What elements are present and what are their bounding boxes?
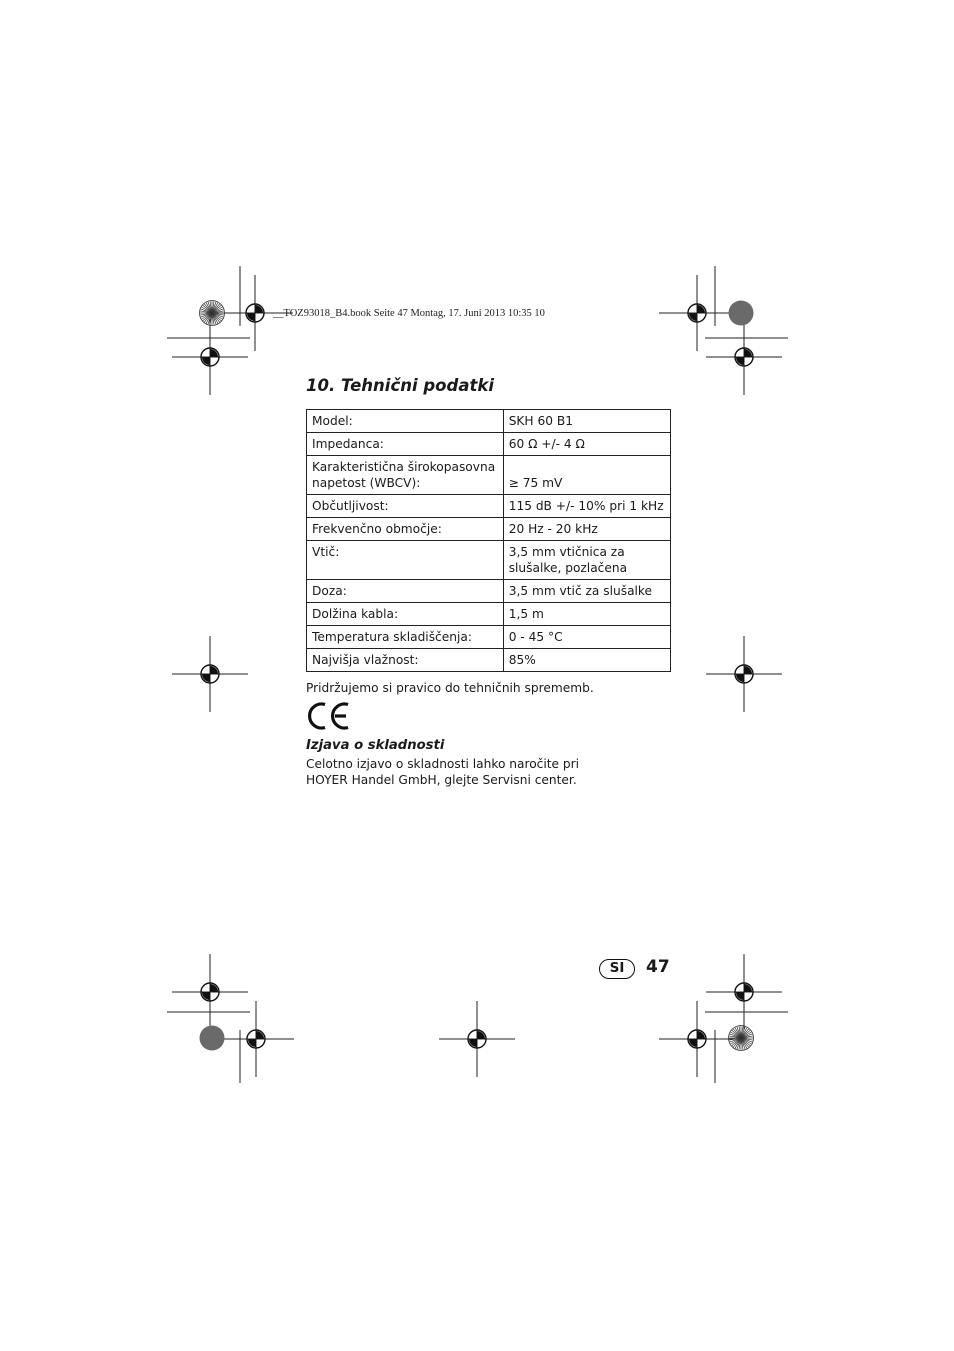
spec-label: Doza: <box>307 580 504 603</box>
table-row <box>307 603 671 626</box>
spec-value: 115 dB +/- 10% pri 1 kHz <box>503 495 670 518</box>
spec-value: 1,5 m <box>503 603 670 626</box>
crosshair-mark-icon <box>172 954 248 1030</box>
table-row <box>307 626 671 649</box>
ce-mark-icon <box>306 700 352 732</box>
declaration-text <box>306 756 606 788</box>
table-row <box>307 495 671 518</box>
spec-value: 3,5 mm vtič za slušalke <box>503 580 670 603</box>
spec-label: Karakteristična širokopasovna napetost (WBCV): <box>307 456 504 495</box>
crosshair-mark-icon <box>706 319 782 395</box>
print-file-info: __TOZ93018_B4.book Seite 47 Montag, 17. Juni 2013 10:35 10 <box>273 308 545 319</box>
table-row <box>307 580 671 603</box>
spec-label: Vtič: <box>307 541 504 580</box>
section-title: 10. Tehnični podatki <box>306 376 494 395</box>
table-row <box>307 456 671 495</box>
crosshair-mark-icon <box>172 319 248 395</box>
gray-swatch-icon <box>729 301 754 326</box>
spec-value: ≥ 75 mV <box>503 456 670 495</box>
spec-label: Najvišja vlažnost: <box>307 649 504 672</box>
spec-value: 0 - 45 °C <box>503 626 670 649</box>
declaration-line: Celotno izjavo o skladnosti lahko naročite pri <box>306 757 580 771</box>
crosshair-mark-icon <box>706 636 782 712</box>
spec-label: Občutljivost: <box>307 495 504 518</box>
spec-value: SKH 60 B1 <box>503 410 670 433</box>
starburst-target-icon <box>200 301 225 326</box>
table-row <box>307 433 671 456</box>
table-row <box>307 518 671 541</box>
spec-value: 20 Hz - 20 kHz <box>503 518 670 541</box>
table-row <box>307 410 671 433</box>
declaration-line: HOYER Handel GmbH, glejte Servisni center. <box>306 773 577 787</box>
spec-label: Impedanca: <box>307 433 504 456</box>
table-row <box>307 541 671 580</box>
crosshair-mark-icon <box>706 954 782 1030</box>
spec-label: Dolžina kabla: <box>307 603 504 626</box>
spec-label: Temperatura skladiščenja: <box>307 626 504 649</box>
spec-value: 85% <box>503 649 670 672</box>
spec-value: 60 Ω +/- 4 Ω <box>503 433 670 456</box>
page-number: 47 <box>646 957 670 977</box>
spec-label: Frekvenčno območje: <box>307 518 504 541</box>
crosshair-mark-icon <box>172 636 248 712</box>
starburst-target-icon <box>729 1026 754 1051</box>
changes-reserved-note: Pridržujemo si pravico do tehničnih sprememb. <box>306 681 594 695</box>
registration-crosshairs <box>172 275 782 1077</box>
spec-value: 3,5 mm vtičnica za slušalke, pozlačena <box>503 541 670 580</box>
language-badge: SI <box>599 959 635 979</box>
crosshair-mark-icon <box>659 275 735 351</box>
spec-label: Model: <box>307 410 504 433</box>
declaration-title: Izjava o skladnosti <box>306 738 445 753</box>
technical-data-table <box>306 409 671 672</box>
crosshair-mark-icon <box>439 1001 515 1077</box>
gray-swatch-icon <box>200 1026 225 1051</box>
table-row <box>307 649 671 672</box>
